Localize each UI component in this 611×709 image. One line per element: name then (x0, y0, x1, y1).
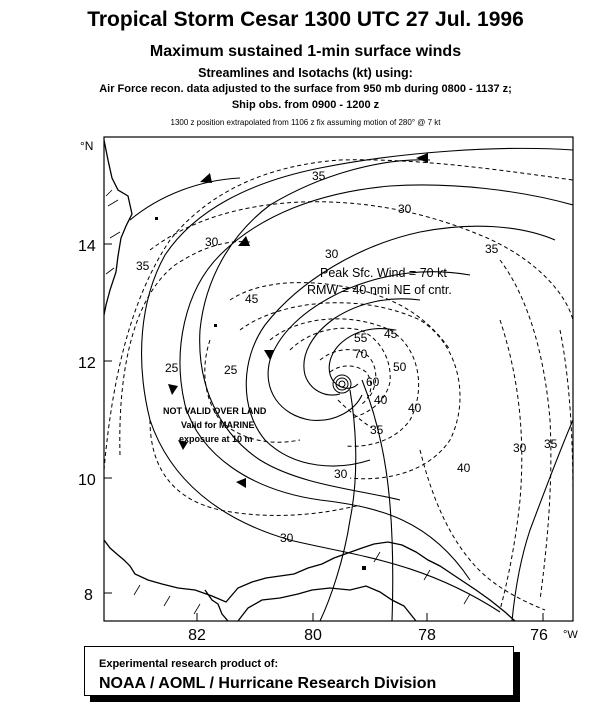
coastline-group (104, 140, 515, 621)
streamline-9 (320, 390, 356, 621)
isotach-label: 40 (408, 401, 422, 415)
land-warning-1: NOT VALID OVER LAND (163, 406, 267, 416)
isotach-label: 35 (485, 242, 499, 256)
lat-unit-label: °N (80, 139, 94, 153)
credit-line-1: Experimental research product of: (99, 658, 279, 670)
method-line: Streamlines and Isotachs (kt) using: (198, 66, 413, 80)
isotach-30-east (500, 320, 522, 610)
isotach-label: 30 (334, 467, 348, 481)
aircraft-line: Air Force recon. data adjusted to the surface from 950 mb during 0800 - 1137 z; (99, 83, 512, 95)
isotach-label: 45 (245, 292, 259, 306)
lat-tick-label: 12 (78, 355, 96, 372)
map-title: Tropical Storm Cesar 1300 UTC 27 Jul. 1996 (87, 8, 524, 31)
isotach-40-se (420, 450, 545, 610)
isotach-label: 45 (384, 327, 398, 341)
isotach-label: 70 (354, 347, 368, 361)
isotach-30-north (150, 202, 573, 320)
streamline-8 (362, 380, 393, 621)
isotach-label: 30 (205, 235, 219, 249)
coastline-costa-rica-panama (104, 540, 515, 621)
position-note: 1300 z position extrapolated from 1106 z fix assuming motion of 280° @ 7 kt (170, 118, 441, 127)
ship-line: Ship obs. from 0900 - 1200 z (231, 99, 380, 111)
coastline-gulf-inlet (205, 590, 228, 621)
isotach-label: 35 (544, 437, 558, 451)
isotach-label: 30 (513, 441, 527, 455)
arrowhead (264, 350, 274, 360)
credit-box (84, 646, 514, 696)
isotach-35-east (500, 260, 551, 600)
streamline-group (130, 148, 573, 621)
rmw-label: RMW = 40 nmi NE of cntr. (307, 283, 452, 297)
streamline-outer (142, 148, 573, 612)
isotach-label: 30 (398, 202, 412, 216)
lon-tick-label: 78 (418, 627, 436, 644)
coastline-nicaragua (104, 140, 132, 315)
isotach-label: 30 (325, 247, 339, 261)
lon-tick-label: 80 (304, 627, 322, 644)
lat-tick-label: 10 (78, 472, 96, 489)
land-warning-2: Valid for MARINE (181, 420, 255, 430)
peak-wind-label: Peak Sfc. Wind = 70 kt (320, 266, 447, 280)
isotach-label: 40 (457, 461, 471, 475)
isotach-label: 30 (280, 531, 294, 545)
isotach-label: 55 (354, 331, 368, 345)
isotach-70 (320, 350, 376, 396)
arrowhead (200, 173, 212, 183)
isotach-label: 40 (374, 393, 388, 407)
isotach-label: 50 (393, 360, 407, 374)
isotach-label: 25 (224, 363, 238, 377)
isotach-label: 35 (136, 259, 150, 273)
tick-marks (104, 244, 543, 621)
land-warning-3: exposure at 10 m (179, 434, 253, 444)
isotach-35-outer (104, 160, 573, 470)
lon-tick-label: 76 (530, 627, 548, 644)
lat-tick-label: 8 (84, 587, 93, 604)
map-subtitle: Maximum sustained 1-min surface winds (149, 43, 462, 60)
lat-tick-label: 14 (78, 238, 96, 255)
lon-unit-label: °W (563, 629, 578, 641)
isotach-label: 60 (366, 375, 380, 389)
streamline-11 (130, 178, 240, 220)
credit-line-2: NOAA / AOML / Hurricane Research Division (99, 675, 437, 692)
isotach-label: 25 (165, 361, 179, 375)
arrowhead (168, 384, 178, 395)
storm-center (333, 375, 351, 393)
isotach-label: 35 (312, 169, 326, 183)
lon-tick-label: 82 (188, 627, 206, 644)
isotach-label: 35 (370, 423, 384, 437)
arrowhead (236, 478, 246, 488)
isotach-35-far-east (560, 330, 573, 500)
